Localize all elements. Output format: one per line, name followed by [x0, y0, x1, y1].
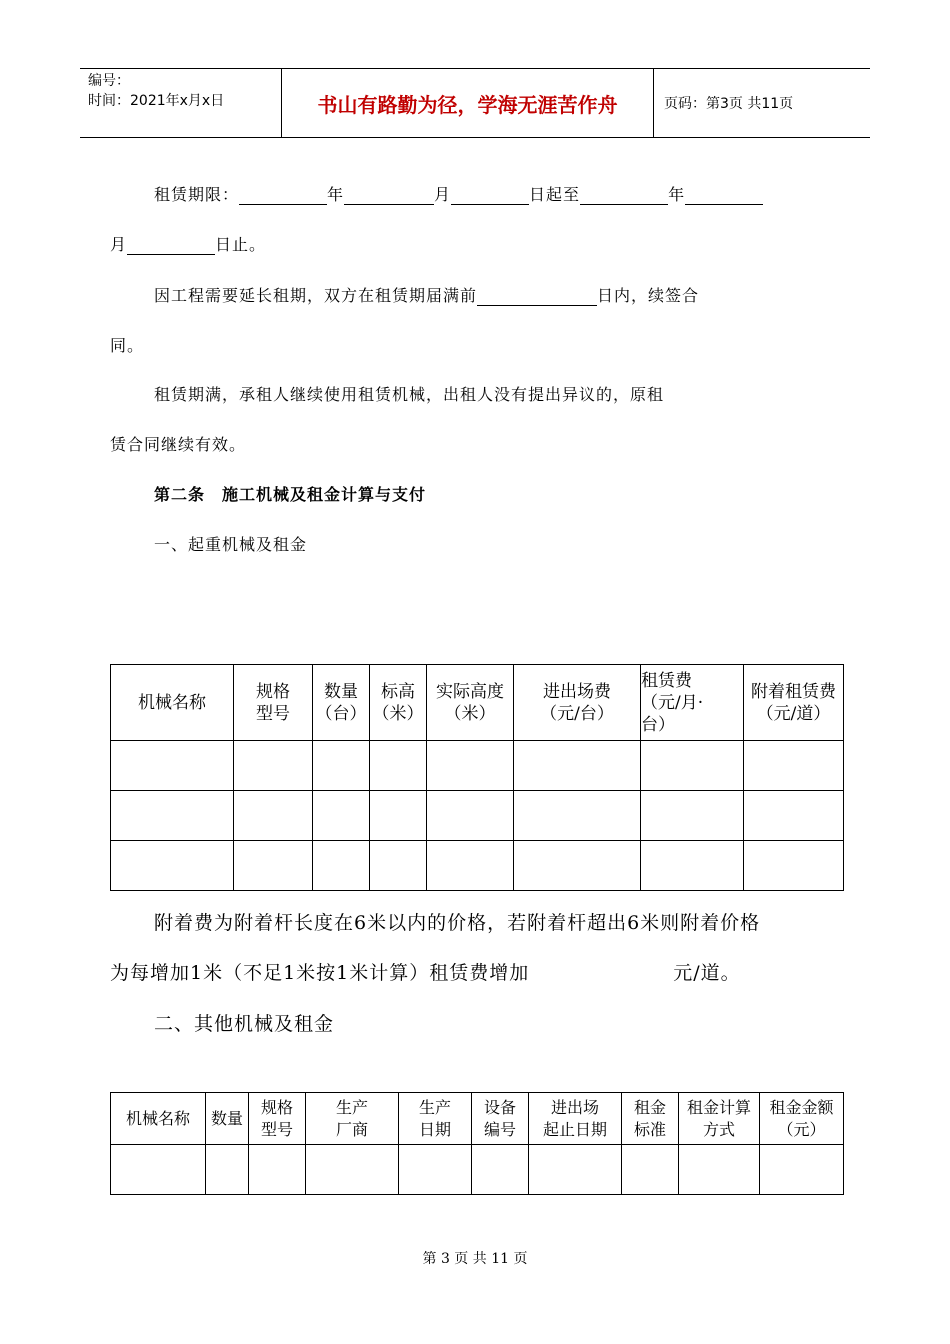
table-row: [111, 1145, 844, 1195]
header-manufacturer: [306, 1093, 399, 1145]
header-actual-height: [427, 665, 514, 741]
lease-term-label: 租赁期限：: [154, 185, 240, 204]
page-header: [80, 68, 870, 138]
attachment-fee-line-2: [110, 958, 741, 985]
table-cell[interactable]: [641, 741, 744, 791]
header-text: 租金 标准: [633, 1097, 666, 1139]
table-cell[interactable]: [370, 741, 427, 791]
header-text: 机械名称: [138, 692, 206, 713]
header-spec-model: [234, 665, 313, 741]
header-production-date: [399, 1093, 472, 1145]
text-month: 月: [434, 185, 452, 204]
table-cell[interactable]: [234, 791, 313, 841]
table-row: [111, 841, 844, 891]
header-text: 进出场 起止日期: [542, 1097, 607, 1139]
table-cell[interactable]: [514, 841, 641, 891]
table-cell[interactable]: [313, 841, 370, 891]
header-text: 实际高度 （米）: [436, 681, 504, 724]
table-row: [111, 741, 844, 791]
header-text: 租金金额 （元）: [769, 1097, 834, 1139]
header-text: 设备 编号: [483, 1097, 516, 1139]
lifting-machinery-table: [110, 664, 844, 891]
table-cell[interactable]: [206, 1145, 249, 1195]
header-entry-exit-dates: [529, 1093, 622, 1145]
header-text: 数量 （台）: [315, 681, 367, 724]
table-cell[interactable]: [760, 1145, 844, 1195]
table-cell[interactable]: [399, 1145, 472, 1195]
table-cell[interactable]: [679, 1145, 760, 1195]
header-text: 数量: [210, 1108, 243, 1128]
table-cell[interactable]: [234, 741, 313, 791]
table-cell[interactable]: [370, 841, 427, 891]
blank-start-day: [451, 182, 529, 205]
section-two-heading: 二、其他机械及租金: [154, 1013, 335, 1035]
document-number-label: 编号：: [88, 73, 130, 89]
attachment-fee-unit: 元/道。: [673, 962, 741, 984]
document-time: 时间：2021年x月x日: [88, 93, 225, 109]
text-year: 年: [327, 185, 345, 204]
header-elevation: [370, 665, 427, 741]
table-cell[interactable]: [111, 741, 234, 791]
table-cell[interactable]: [111, 791, 234, 841]
section-one-heading: 一、起重机械及租金: [154, 535, 308, 554]
table-cell[interactable]: [529, 1145, 622, 1195]
header-left: [80, 69, 282, 137]
table-cell[interactable]: [306, 1145, 399, 1195]
attachment-fee-line-1: 附着费为附着杆长度在6米以内的价格，若附着杆超出6米则附着价格: [154, 912, 761, 934]
header-machine-name-2: [111, 1093, 206, 1145]
blank-start-month: [344, 182, 434, 205]
blank-start-year: [239, 182, 327, 205]
table-cell[interactable]: [427, 741, 514, 791]
blank-end-month: [685, 182, 763, 205]
header-rent-amount: [760, 1093, 844, 1145]
table-cell[interactable]: [111, 1145, 206, 1195]
blank-end-year: [580, 182, 668, 205]
header-page-info: 页码：第3页 共11页: [664, 96, 794, 112]
table-row: [111, 791, 844, 841]
header-text: 机械名称: [125, 1108, 190, 1128]
article-two-heading: 第二条 施工机械及租金计算与支付: [154, 485, 427, 504]
table-cell[interactable]: [622, 1145, 679, 1195]
table-cell[interactable]: [427, 791, 514, 841]
table-cell[interactable]: [249, 1145, 306, 1195]
table-cell[interactable]: [111, 841, 234, 891]
header-slogan: 书山有路勤为径，学海无涯苦作舟: [282, 69, 654, 137]
header-attachment-fee: [744, 665, 844, 741]
text-month-2: 月: [110, 235, 128, 254]
table-cell[interactable]: [744, 741, 844, 791]
header-quantity: [313, 665, 370, 741]
other-machinery-table: [110, 1092, 844, 1195]
table-cell[interactable]: [641, 841, 744, 891]
text-day-end: 日止。: [215, 235, 267, 254]
attachment-fee-text: 为每增加1米（不足1米按1米计算）租赁费增加: [110, 962, 530, 984]
table-cell[interactable]: [641, 791, 744, 841]
extension-line-2: 同。: [110, 336, 145, 355]
header-text: 进出场费 （元/台）: [540, 681, 614, 724]
table-cell[interactable]: [313, 741, 370, 791]
header-spec-model-2: [249, 1093, 306, 1145]
header-text: 附着租赁费 （元/道）: [751, 681, 836, 724]
header-rent-standard: [622, 1093, 679, 1145]
expiry-line-1: 租赁期满，承租人继续使用租赁机械，出租人没有提出异议的，原租: [154, 385, 665, 404]
text-day-from: 日起至: [529, 185, 581, 204]
table-cell[interactable]: [313, 791, 370, 841]
table-cell[interactable]: [744, 791, 844, 841]
header-entry-exit-fee: [514, 665, 641, 741]
table-cell[interactable]: [744, 841, 844, 891]
header-machine-name: [111, 665, 234, 741]
header-text: 租赁费 （元/月· 台）: [641, 670, 704, 735]
header-text: 生产 厂商: [335, 1097, 368, 1139]
table-cell[interactable]: [514, 791, 641, 841]
header-text: 租金计算 方式: [686, 1097, 751, 1139]
header-rent-calculation: [679, 1093, 760, 1145]
expiry-line-2: 赁合同继续有效。: [110, 435, 247, 454]
header-text: 规格 型号: [260, 1097, 293, 1139]
table-cell[interactable]: [370, 791, 427, 841]
header-quantity-2: [206, 1093, 249, 1145]
lease-term-line-1: [154, 182, 763, 205]
table-cell[interactable]: [514, 741, 641, 791]
extension-text-2: 日内，续签合: [597, 286, 700, 305]
header-equipment-number: [472, 1093, 529, 1145]
text-year-2: 年: [668, 185, 686, 204]
header-rental-fee: [641, 665, 744, 741]
table-cell[interactable]: [472, 1145, 529, 1195]
header-text: 生产 日期: [418, 1097, 451, 1139]
page-footer: 第 3 页 共 11 页: [422, 1251, 528, 1267]
blank-extension-days: [477, 283, 597, 306]
lease-term-line-2: [110, 232, 266, 255]
header-text: 标高 （米）: [372, 681, 424, 724]
table-cell[interactable]: [234, 841, 313, 891]
extension-line-1: [154, 283, 699, 306]
header-text: 规格 型号: [256, 681, 290, 724]
blank-end-day: [127, 232, 215, 255]
extension-text: 因工程需要延长租期，双方在租赁期届满前: [154, 286, 478, 305]
table-cell[interactable]: [427, 841, 514, 891]
